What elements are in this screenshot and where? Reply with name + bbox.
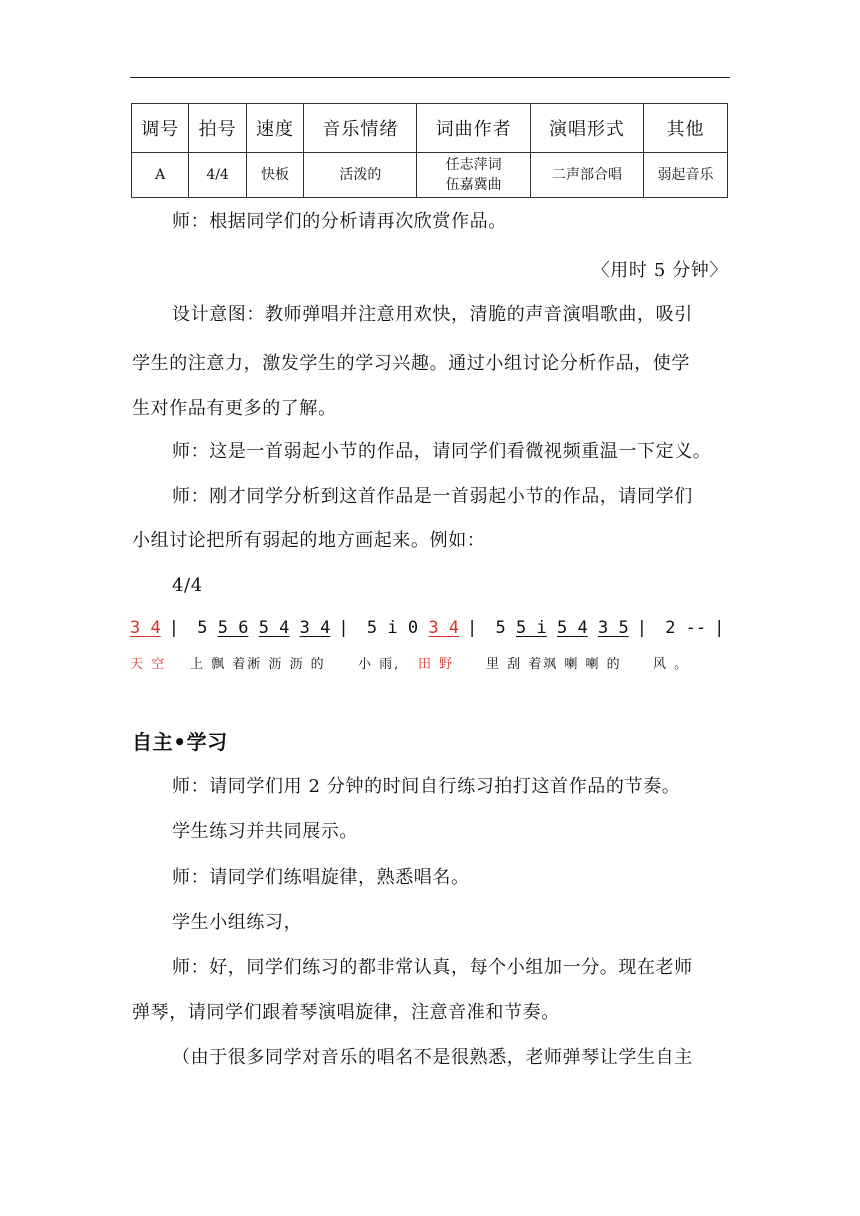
score-note-group: 5 6 bbox=[217, 618, 249, 638]
lyric-segment: 田 野 bbox=[418, 657, 455, 672]
design-intent-line-3: 生对作品有更多的了解。 bbox=[132, 398, 337, 419]
score-note-group: 3 5 bbox=[597, 618, 629, 638]
design-intent-line-1: 设计意图：教师弹唱并注意用欢快，清脆的声音演唱歌曲，吸引 bbox=[172, 304, 693, 325]
lyric-segment: 上 飘 着淅 沥 沥 的 bbox=[190, 657, 326, 672]
header-rule bbox=[130, 77, 730, 78]
score-note-group: 5 bbox=[495, 618, 506, 638]
section-line-practice-rhythm: 师：请同学们用 2 分钟的时间自行练习拍打这首作品的节奏。 bbox=[172, 776, 681, 797]
cell-form: 二声部合唱 bbox=[530, 153, 643, 198]
section-line-sing-melody: 师：请同学们练唱旋律，熟悉唱名。 bbox=[172, 867, 470, 888]
barline: | bbox=[338, 618, 349, 638]
cell-other: 弱起音乐 bbox=[644, 153, 728, 198]
score-note-group: 3 4 bbox=[130, 618, 161, 638]
lyric-segment: 小 雨, bbox=[358, 657, 401, 672]
barline: | bbox=[714, 618, 725, 638]
score-note-group: 5 i bbox=[516, 618, 547, 638]
score-note-group: 5 i 0 bbox=[366, 618, 419, 638]
barline: | bbox=[636, 618, 647, 638]
section-line-note: （由于很多同学对音乐的唱名不是很熟悉，老师弹琴让学生自主 bbox=[172, 1047, 693, 1068]
cell-composer: 伍嘉冀曲 bbox=[445, 177, 502, 193]
numbered-score bbox=[130, 618, 732, 638]
score-meter: 4/4 bbox=[172, 575, 203, 596]
table-header-row bbox=[132, 104, 728, 153]
section-line-group-practice: 学生小组练习， bbox=[172, 912, 303, 933]
cell-key: A bbox=[132, 153, 189, 198]
score-note-group: 3 4 bbox=[299, 618, 331, 638]
paragraph-appreciate: 师：根据同学们的分析请再次欣赏作品。 bbox=[172, 211, 507, 232]
cell-authors bbox=[417, 153, 530, 198]
lyric-segment: 天 空 bbox=[130, 657, 167, 672]
header-form: 演唱形式 bbox=[530, 104, 643, 153]
lyric-segment: 里 刮 着飒 喇 喇 的 bbox=[486, 657, 622, 672]
section-line-show: 学生练习并共同展示。 bbox=[172, 821, 358, 842]
cell-mood: 活泼的 bbox=[304, 153, 417, 198]
header-other: 其他 bbox=[644, 104, 728, 153]
score-note-group: 3 4 bbox=[428, 618, 460, 638]
cell-lyricist: 任志萍词 bbox=[445, 157, 502, 173]
cell-tempo: 快板 bbox=[246, 153, 303, 198]
paragraph-analysis-line-2: 小组讨论把所有弱起的地方画起来。例如： bbox=[132, 530, 486, 551]
section-heading: 自主•学习 bbox=[132, 730, 228, 754]
table-row bbox=[132, 153, 728, 198]
header-meter: 拍号 bbox=[189, 104, 246, 153]
time-note: 〈用时 5 分钟〉 bbox=[591, 260, 728, 281]
score-note-group: 5 4 bbox=[258, 618, 290, 638]
header-tempo: 速度 bbox=[246, 104, 303, 153]
section-line-praise-2: 弹琴，请同学们跟着琴演唱旋律，注意音准和节奏。 bbox=[132, 1002, 560, 1023]
paragraph-analysis-line-1: 师：刚才同学分析到这首作品是一首弱起小节的作品，请同学们 bbox=[172, 486, 693, 507]
header-key: 调号 bbox=[132, 104, 189, 153]
design-intent-line-2: 学生的注意力，激发学生的学习兴趣。通过小组讨论分析作品，使学 bbox=[132, 353, 690, 374]
score-note-group: 5 bbox=[197, 618, 208, 638]
cell-meter: 4/4 bbox=[189, 153, 246, 198]
score-note-group: 2 -- bbox=[665, 618, 707, 638]
lyric-segment: 风 。 bbox=[653, 657, 690, 672]
barline: | bbox=[467, 618, 478, 638]
song-analysis-table bbox=[131, 103, 728, 198]
section-line-praise-1: 师：好，同学们练习的都非常认真，每个小组加一分。现在老师 bbox=[172, 957, 693, 978]
header-authors: 词曲作者 bbox=[417, 104, 530, 153]
header-mood: 音乐情绪 bbox=[304, 104, 417, 153]
barline: | bbox=[168, 618, 179, 638]
paragraph-video: 师：这是一首弱起小节的作品，请同学们看微视频重温一下定义。 bbox=[172, 441, 712, 462]
score-note-group: 5 4 bbox=[557, 618, 588, 638]
